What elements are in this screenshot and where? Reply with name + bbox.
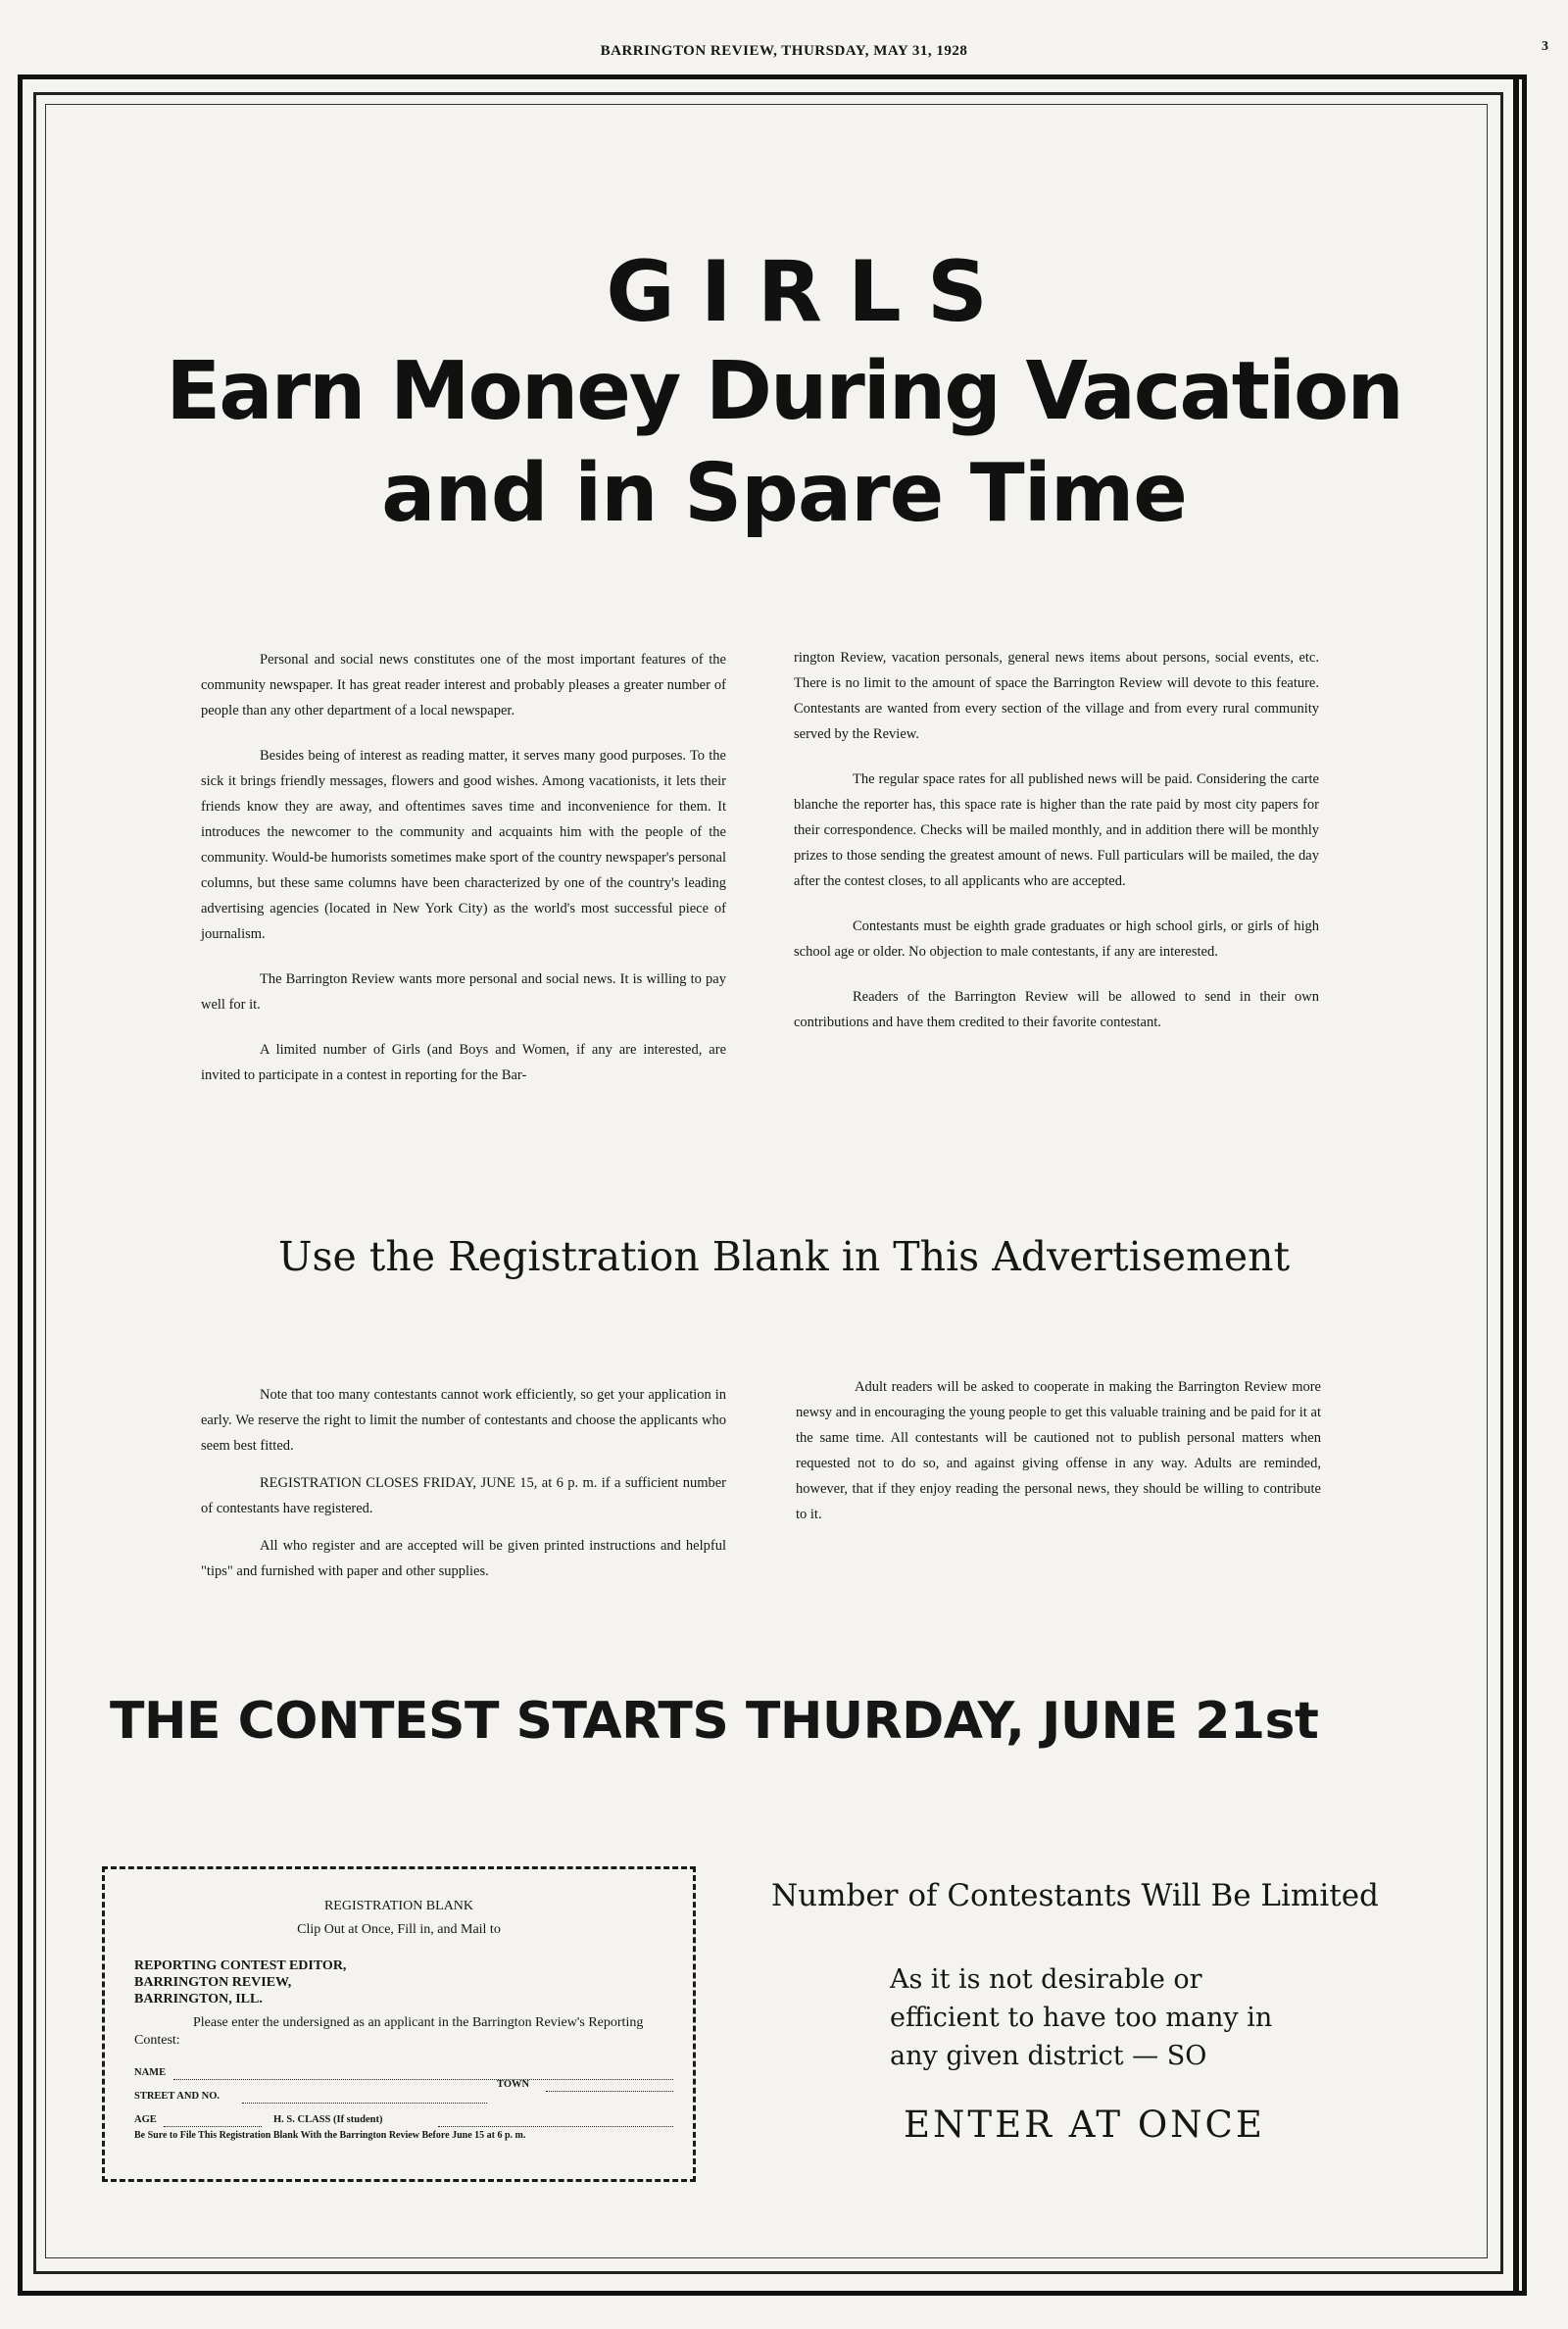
mailing-address xyxy=(134,1957,346,2007)
age-label: AGE xyxy=(134,2114,157,2125)
address-line: BARRINGTON, ILL. xyxy=(134,1992,263,2007)
street-label: STREET AND NO. xyxy=(134,2091,220,2102)
headline-earn-money: Earn Money During Vacation xyxy=(166,345,1402,438)
paragraph: Note that too many contestants cannot work efficiently, so get your application in early. We reserve the right to limit the number of contestants and choose the applicants who seem best fitted. xyxy=(201,1387,726,1454)
paragraph: All who register and are accepted will be given printed instructions and helpful "tips" and furnished with paper and other supplies. xyxy=(201,1538,726,1579)
paragraph: A limited number of Girls (and Boys and Women, if any are interested, are invited to participate in a contest in reporting for the Bar- xyxy=(201,1042,726,1083)
name-label: NAME xyxy=(134,2067,167,2078)
body-column-left xyxy=(201,647,726,1108)
registration-blank[interactable] xyxy=(102,1866,696,2182)
town-field[interactable] xyxy=(546,2091,673,2092)
contest-start-banner: THE CONTEST STARTS THURDAY, JUNE 21st xyxy=(110,1692,1319,1751)
town-label: TOWN xyxy=(497,2079,530,2090)
paragraph: The regular space rates for all published news will be paid. Considering the carte blanche the reporter has, this space rate is higher than the rate paid by most city papers for their correspondence. Checks will be mailed monthly, and in addition there will be monthly prizes to those sending the greatest amount of news. Full particulars will be mailed, the day after the contest closes, to all applicants who are accepted. xyxy=(794,771,1319,889)
registration-subhead: Use the Registration Blank in This Advertisement xyxy=(277,1233,1291,1280)
newspaper-header: BARRINGTON REVIEW, THURSDAY, MAY 31, 1928 xyxy=(600,43,968,59)
age-field[interactable] xyxy=(164,2126,262,2127)
paragraph: Adult readers will be asked to cooperate in making the Barrington Review more newsy and in encouraging the young people to get this valuable training and be paid for it at the same time. All contestants will be cautioned not to publish personal matters when requested not to do so, and against giving offense in any way. Adults are reminded, however, that if they enjoy reading the personal news, they should be willing to contribute to it. xyxy=(796,1379,1321,1522)
headline-girls: GIRLS xyxy=(606,243,1013,341)
body-column-right xyxy=(794,645,1319,1055)
contestants-limited: Number of Contestants Will Be Limited xyxy=(771,1878,1379,1913)
body-column-right-lower xyxy=(796,1374,1321,1539)
blank-subtitle: Clip Out at Once, Fill in, and Mail to xyxy=(297,1922,501,1937)
paragraph: REGISTRATION CLOSES FRIDAY, JUNE 15, at 6 p. m. if a sufficient number of contestants have registered. xyxy=(201,1475,726,1516)
paragraph: Contestants must be eighth grade graduates or high school girls, or girls of high school age or older. No objection to male contestants, if any are interested. xyxy=(794,918,1319,960)
paragraph: The Barrington Review wants more personal and social news. It is willing to pay well for it. xyxy=(201,971,726,1013)
blank-footer: Be Sure to File This Registration Blank With the Barrington Review Before June 15 at 6 p. m. xyxy=(134,2130,526,2141)
paragraph: rington Review, vacation personals, general news items about persons, social events, etc. There is no limit to the amount of space the Barrington Review will devote to this feature. Contestants are wanted from every section of the village and from every rural community served by the Review. xyxy=(794,650,1319,742)
paragraph: Readers of the Barrington Review will be allowed to send in their own contributions and have them credited to their favorite contestant. xyxy=(794,989,1319,1030)
name-field[interactable] xyxy=(173,2079,673,2080)
body-column-left-lower xyxy=(201,1382,726,1596)
class-field[interactable] xyxy=(438,2126,673,2127)
page-number: 3 xyxy=(1542,39,1548,54)
address-line: BARRINGTON REVIEW, xyxy=(134,1975,292,1990)
enter-at-once: ENTER AT ONCE xyxy=(904,2104,1265,2146)
paragraph: Besides being of interest as reading matter, it serves many good purposes. To the sick it brings friendly messages, flowers and good wishes. Among vacationists, it lets their friends know they are away, and oftentimes saves time and inconvenience for them. It introduces the newcomer to the community and acquaints him with the people of the community. Would-be humorists sometimes make sport of the country newspaper's personal columns, but these same columns have been characterized by one of the country's leading advertising agencies (located in New York City) as the world's most successful piece of journalism. xyxy=(201,748,726,942)
headline-spare-time: and in Spare Time xyxy=(381,447,1187,540)
address-line: REPORTING CONTEST EDITOR, xyxy=(134,1958,347,1973)
street-field[interactable] xyxy=(242,2103,487,2104)
blank-title: REGISTRATION BLANK xyxy=(323,1899,474,1913)
class-label: H. S. CLASS (If student) xyxy=(273,2114,383,2125)
applicant-request: Please enter the undersigned as an applicant in the Barrington Review's Reporting Contest: xyxy=(134,2015,644,2048)
paragraph: Personal and social news constitutes one of the most important features of the community newspaper. It has great reader interest and probably pleases a greater number of people than any other department of a local newspaper. xyxy=(201,652,726,719)
not-desirable-note: As it is not desirable or efficient to have too many in any given district — SO xyxy=(890,1964,1273,2071)
